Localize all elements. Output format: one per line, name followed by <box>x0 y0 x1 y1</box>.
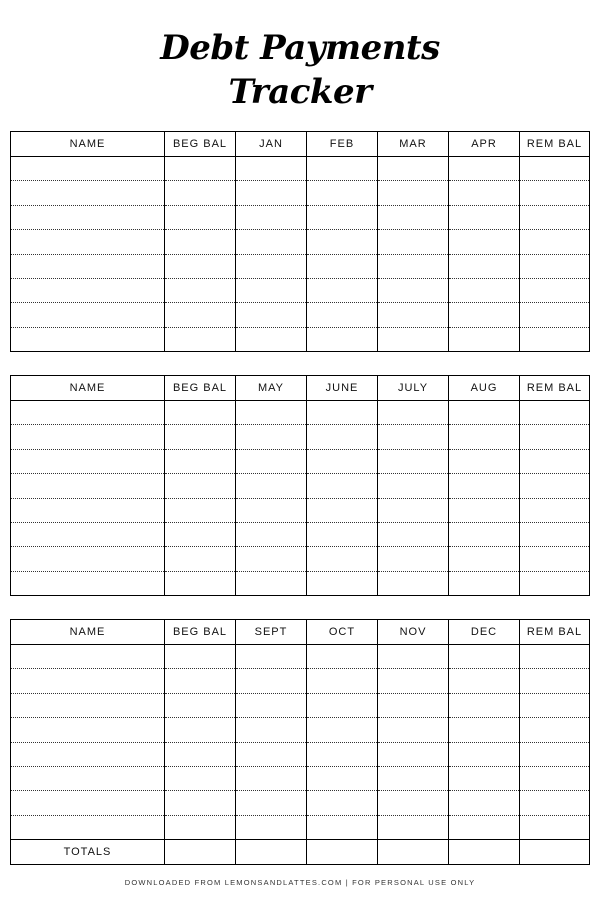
blank-cell[interactable] <box>520 327 590 351</box>
blank-cell[interactable] <box>520 230 590 254</box>
blank-cell[interactable] <box>378 181 449 205</box>
blank-cell[interactable] <box>378 571 449 595</box>
table-row <box>11 645 590 669</box>
table-row <box>11 547 590 571</box>
column-header: JAN <box>236 132 307 157</box>
blank-cell[interactable] <box>449 766 520 790</box>
blank-cell[interactable] <box>449 205 520 229</box>
blank-cell[interactable] <box>307 693 378 717</box>
blank-cell[interactable] <box>449 327 520 351</box>
totals-cell[interactable] <box>449 840 520 865</box>
blank-cell[interactable] <box>236 815 307 839</box>
totals-row <box>11 840 590 865</box>
blank-cell[interactable] <box>520 205 590 229</box>
blank-cell[interactable] <box>11 693 165 717</box>
blank-cell[interactable] <box>520 449 590 473</box>
blank-cell[interactable] <box>520 815 590 839</box>
blank-cell[interactable] <box>520 766 590 790</box>
blank-cell[interactable] <box>378 522 449 546</box>
column-header: REM BAL <box>520 132 590 157</box>
totals-cell[interactable] <box>307 840 378 865</box>
column-header: MAR <box>378 132 449 157</box>
blank-cell[interactable] <box>236 547 307 571</box>
blank-cell[interactable] <box>378 742 449 766</box>
table-row <box>11 474 590 498</box>
blank-cell[interactable] <box>11 791 165 815</box>
blank-cell[interactable] <box>378 547 449 571</box>
blank-cell[interactable] <box>307 278 378 302</box>
blank-cell[interactable] <box>11 474 165 498</box>
blank-cell[interactable] <box>520 645 590 669</box>
table-row <box>11 571 590 595</box>
blank-cell[interactable] <box>449 571 520 595</box>
blank-cell[interactable] <box>307 718 378 742</box>
blank-cell[interactable] <box>520 669 590 693</box>
blank-cell[interactable] <box>165 547 236 571</box>
blank-cell[interactable] <box>378 449 449 473</box>
blank-cell[interactable] <box>520 254 590 278</box>
blank-cell[interactable] <box>449 449 520 473</box>
column-header: MAY <box>236 376 307 401</box>
blank-cell[interactable] <box>449 474 520 498</box>
blank-cell[interactable] <box>11 205 165 229</box>
column-header: NAME <box>11 376 165 401</box>
blank-cell[interactable] <box>165 327 236 351</box>
table-row <box>11 669 590 693</box>
table-row <box>11 157 590 181</box>
blank-cell[interactable] <box>165 571 236 595</box>
blank-cell[interactable] <box>307 669 378 693</box>
blank-cell[interactable] <box>449 815 520 839</box>
blank-cell[interactable] <box>307 474 378 498</box>
blank-cell[interactable] <box>520 742 590 766</box>
blank-cell[interactable] <box>520 571 590 595</box>
blank-cell[interactable] <box>165 425 236 449</box>
blank-cell[interactable] <box>520 157 590 181</box>
blank-cell[interactable] <box>378 718 449 742</box>
table-row <box>11 522 590 546</box>
blank-cell[interactable] <box>236 522 307 546</box>
blank-cell[interactable] <box>11 547 165 571</box>
blank-cell[interactable] <box>11 327 165 351</box>
blank-cell[interactable] <box>520 181 590 205</box>
blank-cell[interactable] <box>165 157 236 181</box>
column-header: BEG BAL <box>165 132 236 157</box>
blank-cell[interactable] <box>307 742 378 766</box>
blank-cell[interactable] <box>307 815 378 839</box>
blank-cell[interactable] <box>11 278 165 302</box>
blank-cell[interactable] <box>520 498 590 522</box>
blank-cell[interactable] <box>378 645 449 669</box>
totals-cell[interactable] <box>236 840 307 865</box>
blank-cell[interactable] <box>520 425 590 449</box>
totals-cell[interactable] <box>165 840 236 865</box>
table-row <box>11 327 590 351</box>
blank-cell[interactable] <box>165 401 236 425</box>
blank-cell[interactable] <box>520 401 590 425</box>
blank-cell[interactable] <box>378 766 449 790</box>
blank-cell[interactable] <box>307 522 378 546</box>
table-row <box>11 401 590 425</box>
blank-cell[interactable] <box>165 254 236 278</box>
blank-cell[interactable] <box>449 401 520 425</box>
blank-cell[interactable] <box>449 693 520 717</box>
blank-cell[interactable] <box>236 401 307 425</box>
column-header: REM BAL <box>520 620 590 645</box>
column-header: AUG <box>449 376 520 401</box>
blank-cell[interactable] <box>307 766 378 790</box>
page-title-line1: Debt Payments <box>160 28 440 68</box>
blank-cell[interactable] <box>307 498 378 522</box>
blank-cell[interactable] <box>11 669 165 693</box>
table-row <box>11 254 590 278</box>
table-header-row <box>11 376 590 401</box>
blank-cell[interactable] <box>236 693 307 717</box>
blank-cell[interactable] <box>449 645 520 669</box>
blank-cell[interactable] <box>307 425 378 449</box>
blank-cell[interactable] <box>11 425 165 449</box>
column-header: APR <box>449 132 520 157</box>
totals-label: TOTALS <box>11 840 165 865</box>
blank-cell[interactable] <box>520 693 590 717</box>
table-row <box>11 205 590 229</box>
blank-cell[interactable] <box>449 522 520 546</box>
blank-cell[interactable] <box>307 157 378 181</box>
blank-cell[interactable] <box>378 425 449 449</box>
blank-cell[interactable] <box>236 327 307 351</box>
blank-cell[interactable] <box>236 181 307 205</box>
blank-cell[interactable] <box>236 645 307 669</box>
table-row <box>11 230 590 254</box>
blank-cell[interactable] <box>378 327 449 351</box>
blank-cell[interactable] <box>378 254 449 278</box>
blank-cell[interactable] <box>236 230 307 254</box>
blank-cell[interactable] <box>11 449 165 473</box>
blank-cell[interactable] <box>307 571 378 595</box>
blank-cell[interactable] <box>11 645 165 669</box>
blank-cell[interactable] <box>165 303 236 327</box>
blank-cell[interactable] <box>307 401 378 425</box>
blank-cell[interactable] <box>449 547 520 571</box>
blank-cell[interactable] <box>307 254 378 278</box>
blank-cell[interactable] <box>236 205 307 229</box>
blank-cell[interactable] <box>236 669 307 693</box>
table-row <box>11 766 590 790</box>
blank-cell[interactable] <box>307 645 378 669</box>
blank-cell[interactable] <box>520 718 590 742</box>
blank-cell[interactable] <box>520 474 590 498</box>
blank-cell[interactable] <box>449 791 520 815</box>
blank-cell[interactable] <box>378 401 449 425</box>
totals-cell[interactable] <box>378 840 449 865</box>
blank-cell[interactable] <box>449 254 520 278</box>
blank-cell[interactable] <box>11 254 165 278</box>
blank-cell[interactable] <box>165 474 236 498</box>
blank-cell[interactable] <box>11 815 165 839</box>
column-header: FEB <box>307 132 378 157</box>
blank-cell[interactable] <box>165 766 236 790</box>
blank-cell[interactable] <box>165 230 236 254</box>
blank-cell[interactable] <box>236 303 307 327</box>
blank-cell[interactable] <box>378 669 449 693</box>
blank-cell[interactable] <box>236 474 307 498</box>
blank-cell[interactable] <box>11 718 165 742</box>
blank-cell[interactable] <box>378 303 449 327</box>
blank-cell[interactable] <box>11 766 165 790</box>
blank-cell[interactable] <box>449 718 520 742</box>
column-header: BEG BAL <box>165 620 236 645</box>
blank-cell[interactable] <box>307 205 378 229</box>
table-row <box>11 181 590 205</box>
table-row <box>11 303 590 327</box>
blank-cell[interactable] <box>236 278 307 302</box>
blank-cell[interactable] <box>378 205 449 229</box>
table-row <box>11 693 590 717</box>
table-row <box>11 449 590 473</box>
blank-cell[interactable] <box>449 742 520 766</box>
blank-cell[interactable] <box>236 254 307 278</box>
blank-cell[interactable] <box>11 401 165 425</box>
blank-cell[interactable] <box>11 181 165 205</box>
blank-cell[interactable] <box>236 718 307 742</box>
blank-cell[interactable] <box>165 742 236 766</box>
blank-cell[interactable] <box>11 230 165 254</box>
blank-cell[interactable] <box>11 522 165 546</box>
table-header-row <box>11 620 590 645</box>
blank-cell[interactable] <box>378 474 449 498</box>
blank-cell[interactable] <box>165 693 236 717</box>
blank-cell[interactable] <box>165 181 236 205</box>
blank-cell[interactable] <box>307 327 378 351</box>
blank-cell[interactable] <box>165 815 236 839</box>
blank-cell[interactable] <box>449 498 520 522</box>
table-row <box>11 742 590 766</box>
blank-cell[interactable] <box>307 547 378 571</box>
blank-cell[interactable] <box>236 571 307 595</box>
table-row <box>11 498 590 522</box>
blank-cell[interactable] <box>236 425 307 449</box>
blank-cell[interactable] <box>307 303 378 327</box>
blank-cell[interactable] <box>307 449 378 473</box>
column-header: NAME <box>11 620 165 645</box>
column-header: NAME <box>11 132 165 157</box>
blank-cell[interactable] <box>378 693 449 717</box>
blank-cell[interactable] <box>520 791 590 815</box>
blank-cell[interactable] <box>449 425 520 449</box>
column-header: JUNE <box>307 376 378 401</box>
column-header: DEC <box>449 620 520 645</box>
table-row <box>11 718 590 742</box>
blank-cell[interactable] <box>520 522 590 546</box>
table-row <box>11 815 590 839</box>
blank-cell[interactable] <box>449 278 520 302</box>
table-row <box>11 791 590 815</box>
column-header: OCT <box>307 620 378 645</box>
tracker-table-may-aug <box>10 375 590 596</box>
blank-cell[interactable] <box>378 498 449 522</box>
table-row <box>11 425 590 449</box>
page-title-line2: Tracker <box>228 72 372 112</box>
footer-note: DOWNLOADED FROM LEMONSANDLATTES.COM | FOR PERSONAL USE ONLY <box>124 878 476 887</box>
column-header: BEG BAL <box>165 376 236 401</box>
blank-cell[interactable] <box>236 498 307 522</box>
blank-cell[interactable] <box>165 791 236 815</box>
blank-cell[interactable] <box>449 230 520 254</box>
blank-cell[interactable] <box>378 157 449 181</box>
blank-cell[interactable] <box>165 718 236 742</box>
blank-cell[interactable] <box>236 449 307 473</box>
blank-cell[interactable] <box>236 742 307 766</box>
blank-cell[interactable] <box>307 181 378 205</box>
tracker-table-sept-dec <box>10 619 590 865</box>
blank-cell[interactable] <box>449 157 520 181</box>
blank-cell[interactable] <box>165 645 236 669</box>
table-header-row <box>11 132 590 157</box>
blank-cell[interactable] <box>449 669 520 693</box>
blank-cell[interactable] <box>165 449 236 473</box>
blank-cell[interactable] <box>11 498 165 522</box>
column-header: SEPT <box>236 620 307 645</box>
blank-cell[interactable] <box>236 766 307 790</box>
totals-cell[interactable] <box>520 840 590 865</box>
blank-cell[interactable] <box>520 278 590 302</box>
blank-cell[interactable] <box>378 815 449 839</box>
blank-cell[interactable] <box>236 157 307 181</box>
column-header: JULY <box>378 376 449 401</box>
blank-cell[interactable] <box>165 522 236 546</box>
blank-cell[interactable] <box>449 303 520 327</box>
blank-cell[interactable] <box>520 303 590 327</box>
blank-cell[interactable] <box>165 669 236 693</box>
blank-cell[interactable] <box>378 791 449 815</box>
column-header: NOV <box>378 620 449 645</box>
blank-cell[interactable] <box>11 157 165 181</box>
blank-cell[interactable] <box>307 230 378 254</box>
table-row <box>11 278 590 302</box>
blank-cell[interactable] <box>11 571 165 595</box>
blank-cell[interactable] <box>165 205 236 229</box>
blank-cell[interactable] <box>165 278 236 302</box>
blank-cell[interactable] <box>449 181 520 205</box>
blank-cell[interactable] <box>378 278 449 302</box>
blank-cell[interactable] <box>378 230 449 254</box>
blank-cell[interactable] <box>236 791 307 815</box>
blank-cell[interactable] <box>165 498 236 522</box>
blank-cell[interactable] <box>11 742 165 766</box>
blank-cell[interactable] <box>520 547 590 571</box>
blank-cell[interactable] <box>307 791 378 815</box>
tracker-table-jan-apr <box>10 131 590 352</box>
blank-cell[interactable] <box>11 303 165 327</box>
column-header: REM BAL <box>520 376 590 401</box>
